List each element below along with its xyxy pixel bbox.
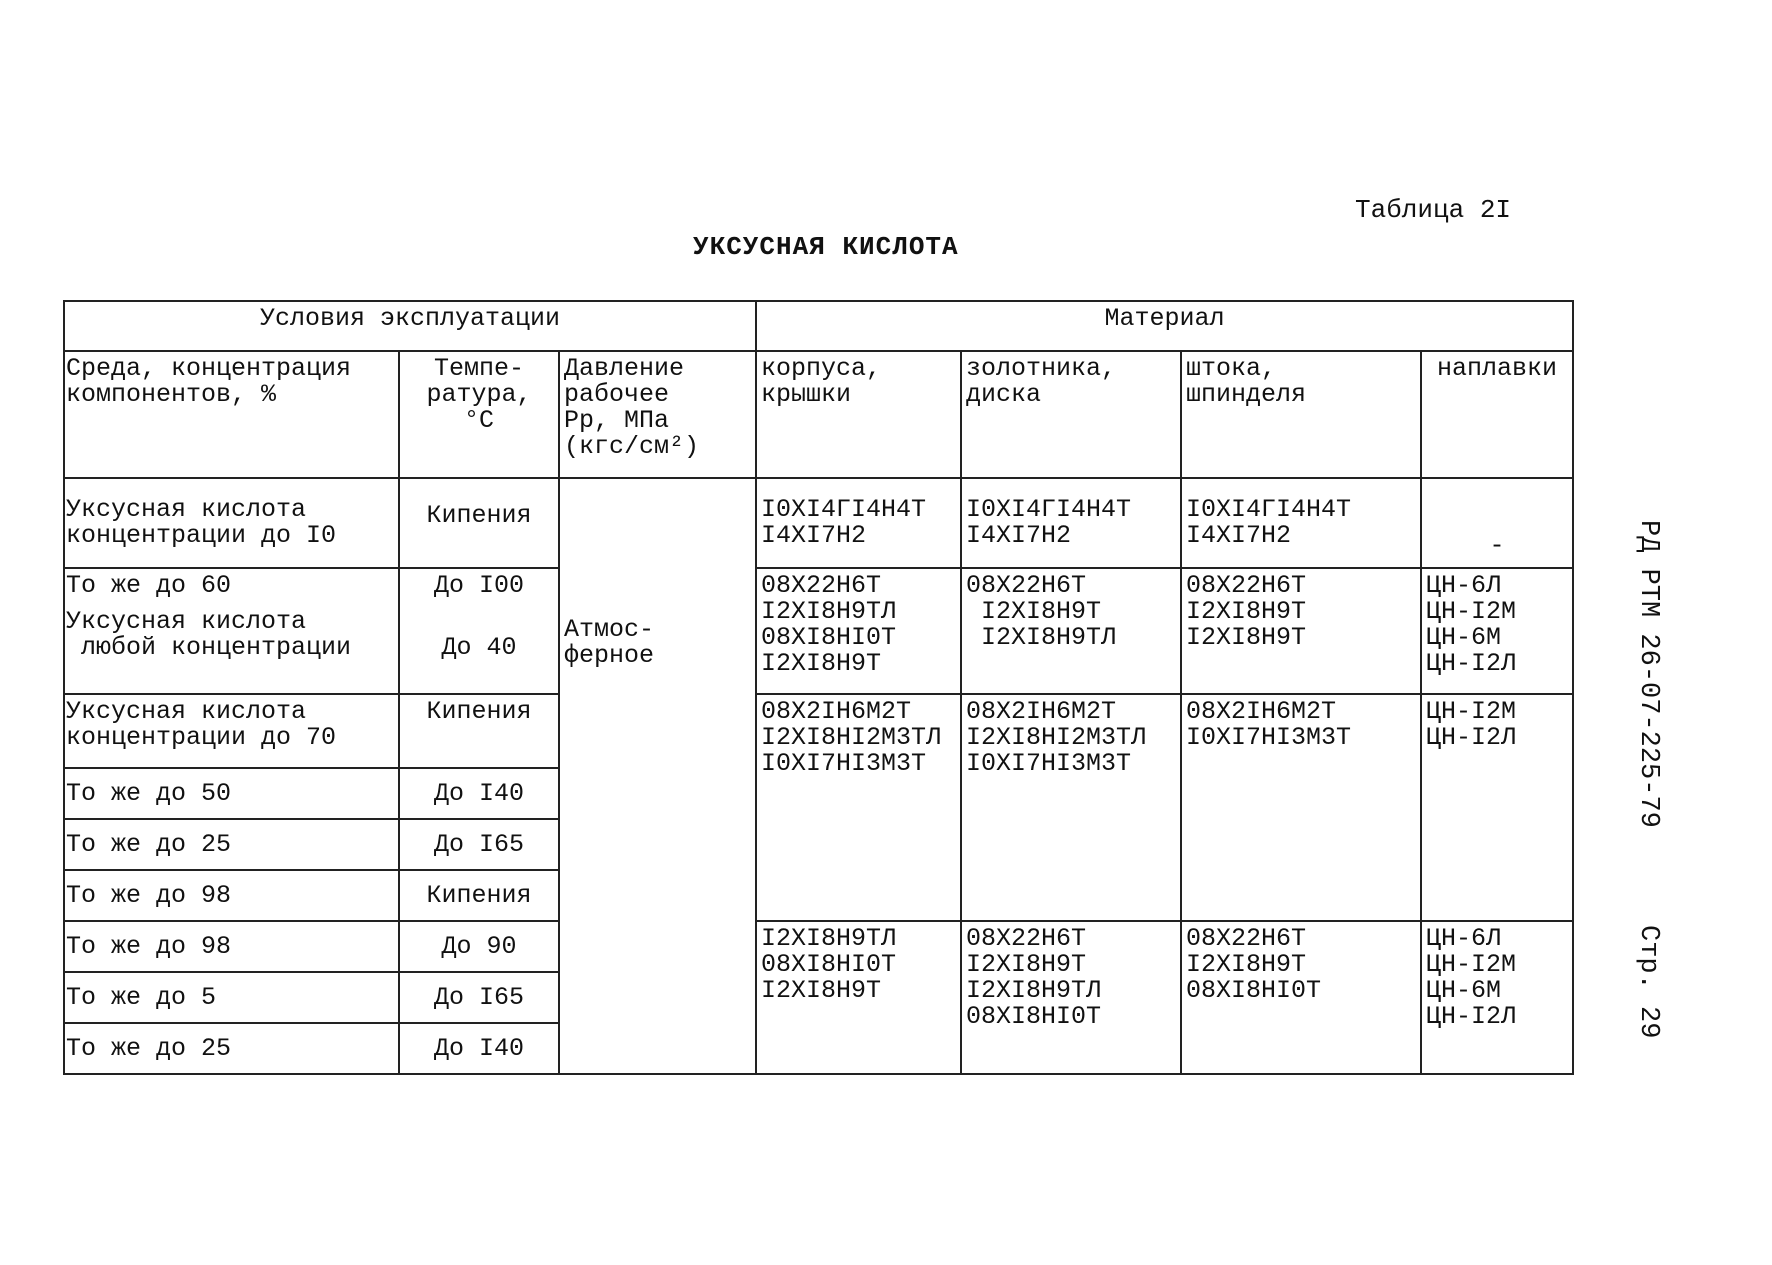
material-overlay: - [1421, 478, 1573, 568]
row-medium: Уксусная кислота концентрации до 70 [64, 694, 399, 768]
header-material: Материал [756, 301, 1573, 351]
row-medium: То же до 98 [64, 921, 399, 972]
row-temperature: До I00 До 40 [399, 568, 559, 694]
header-temperature: Темпе- ратура, °С [399, 351, 559, 478]
material-disc: 08X22H6T I2XI8H9T I2XI8H9TЛ [961, 568, 1181, 694]
material-body: I0XI4ГI4H4T I4XI7H2 [756, 478, 961, 568]
material-body: 08X2IH6M2T I2XI8HI2M3TЛ I0XI7HI3M3T [756, 694, 961, 921]
header-disc: золотника, диска [961, 351, 1181, 478]
header-stem: штока, шпинделя [1181, 351, 1421, 478]
material-stem: 08X22H6T I2XI8H9T 08XI8HI0T [1181, 921, 1421, 1074]
material-disc: 08X2IH6M2T I2XI8HI2M3TЛ I0XI7HI3M3T [961, 694, 1181, 921]
side-page-number: Стр. 29 [1633, 925, 1663, 1039]
header-conditions: Условия эксплуатации [64, 301, 756, 351]
material-disc: I0XI4ГI4H4T I4XI7H2 [961, 478, 1181, 568]
row-temperature: Кипения [399, 694, 559, 768]
row-temperature: Кипения [399, 870, 559, 921]
material-body: 08X22H6T I2XI8H9TЛ 08XI8HI0T I2XI8H9T [756, 568, 961, 694]
material-stem: 08X2IH6M2T I0XI7HI3M3T [1181, 694, 1421, 921]
row-medium: То же до 98 [64, 870, 399, 921]
row-medium: То же до 25 [64, 1023, 399, 1074]
row-medium: То же до 50 [64, 768, 399, 819]
material-stem: I0XI4ГI4H4T I4XI7H2 [1181, 478, 1421, 568]
material-overlay: ЦН-6Л ЦН-I2М ЦН-6М ЦН-I2Л [1421, 921, 1573, 1074]
row-medium: То же до 5 [64, 972, 399, 1023]
material-overlay: ЦН-I2М ЦН-I2Л [1421, 694, 1573, 921]
row-temperature: До I40 [399, 768, 559, 819]
pressure-value: Атмос- ферное [559, 478, 756, 1074]
header-pressure: Давление рабочее Рр, МПа (кгс/см²) [559, 351, 756, 478]
material-disc: 08X22H6T I2XI8H9T I2XI8H9TЛ 08XI8HI0T [961, 921, 1181, 1074]
header-overlay: наплавки [1421, 351, 1573, 478]
row-temperature: Кипения [399, 478, 559, 568]
row-temperature: До I40 [399, 1023, 559, 1074]
header-body: корпуса, крышки [756, 351, 961, 478]
header-medium: Среда, концентрация компонентов, % [64, 351, 399, 478]
side-document-code: РД РТМ 26-07-225-79 [1633, 520, 1663, 828]
row-medium: То же до 60 Уксусная кислота любой концентрации [64, 568, 399, 694]
row-medium: Уксусная кислота концентрации до I0 [64, 478, 399, 568]
table-number: Таблица 2I [1355, 195, 1512, 225]
material-body: I2XI8H9TЛ 08XI8HI0T I2XI8H9T [756, 921, 961, 1074]
table-title: УКСУСНАЯ КИСЛОТА [693, 232, 959, 262]
row-temperature: До I65 [399, 819, 559, 870]
row-temperature: До I65 [399, 972, 559, 1023]
acetic-acid-materials-table [63, 300, 1574, 1075]
material-stem: 08X22H6T I2XI8H9T I2XI8H9T [1181, 568, 1421, 694]
row-temperature: До 90 [399, 921, 559, 972]
row-medium: То же до 25 [64, 819, 399, 870]
material-overlay: ЦН-6Л ЦН-I2М ЦН-6М ЦН-I2Л [1421, 568, 1573, 694]
